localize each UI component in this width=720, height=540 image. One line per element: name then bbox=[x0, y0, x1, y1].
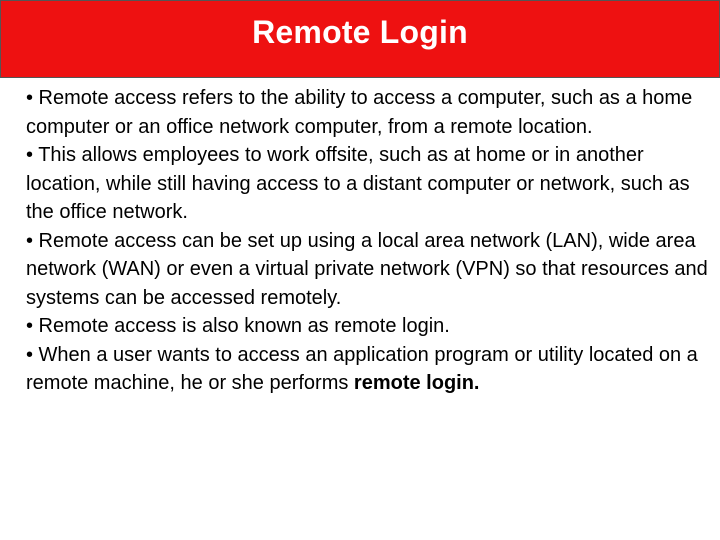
bullet-text: • When a user wants to access an application program or utility located on a remote machine, he or she performs bbox=[26, 343, 698, 394]
bullet-item-5 bbox=[26, 341, 710, 398]
bullet-text: • Remote access refers to the ability to access a computer, such as a home computer or an office network computer, from a remote location. bbox=[26, 87, 693, 138]
bullet-item-2 bbox=[26, 141, 710, 227]
bullet-text: • Remote access can be set up using a local area network (LAN), wide area network (WAN) or even a virtual private network (VPN) so that resources and systems can be accessed remotely. bbox=[26, 229, 708, 309]
bullet-item-4 bbox=[26, 312, 710, 341]
slide-title: Remote Login bbox=[252, 13, 468, 50]
bullet-bold-text: remote login. bbox=[353, 372, 480, 394]
bullet-item-1 bbox=[26, 84, 710, 141]
bullet-text: • This allows employees to work offsite, such as at home or in another location, while still having access to a distant computer or network, such as the office network. bbox=[26, 144, 690, 223]
bullet-item-3 bbox=[26, 227, 710, 313]
title-bar bbox=[0, 0, 720, 78]
bullet-text: • Remote access is also known as remote login. bbox=[26, 315, 450, 337]
slide-body bbox=[26, 84, 710, 398]
